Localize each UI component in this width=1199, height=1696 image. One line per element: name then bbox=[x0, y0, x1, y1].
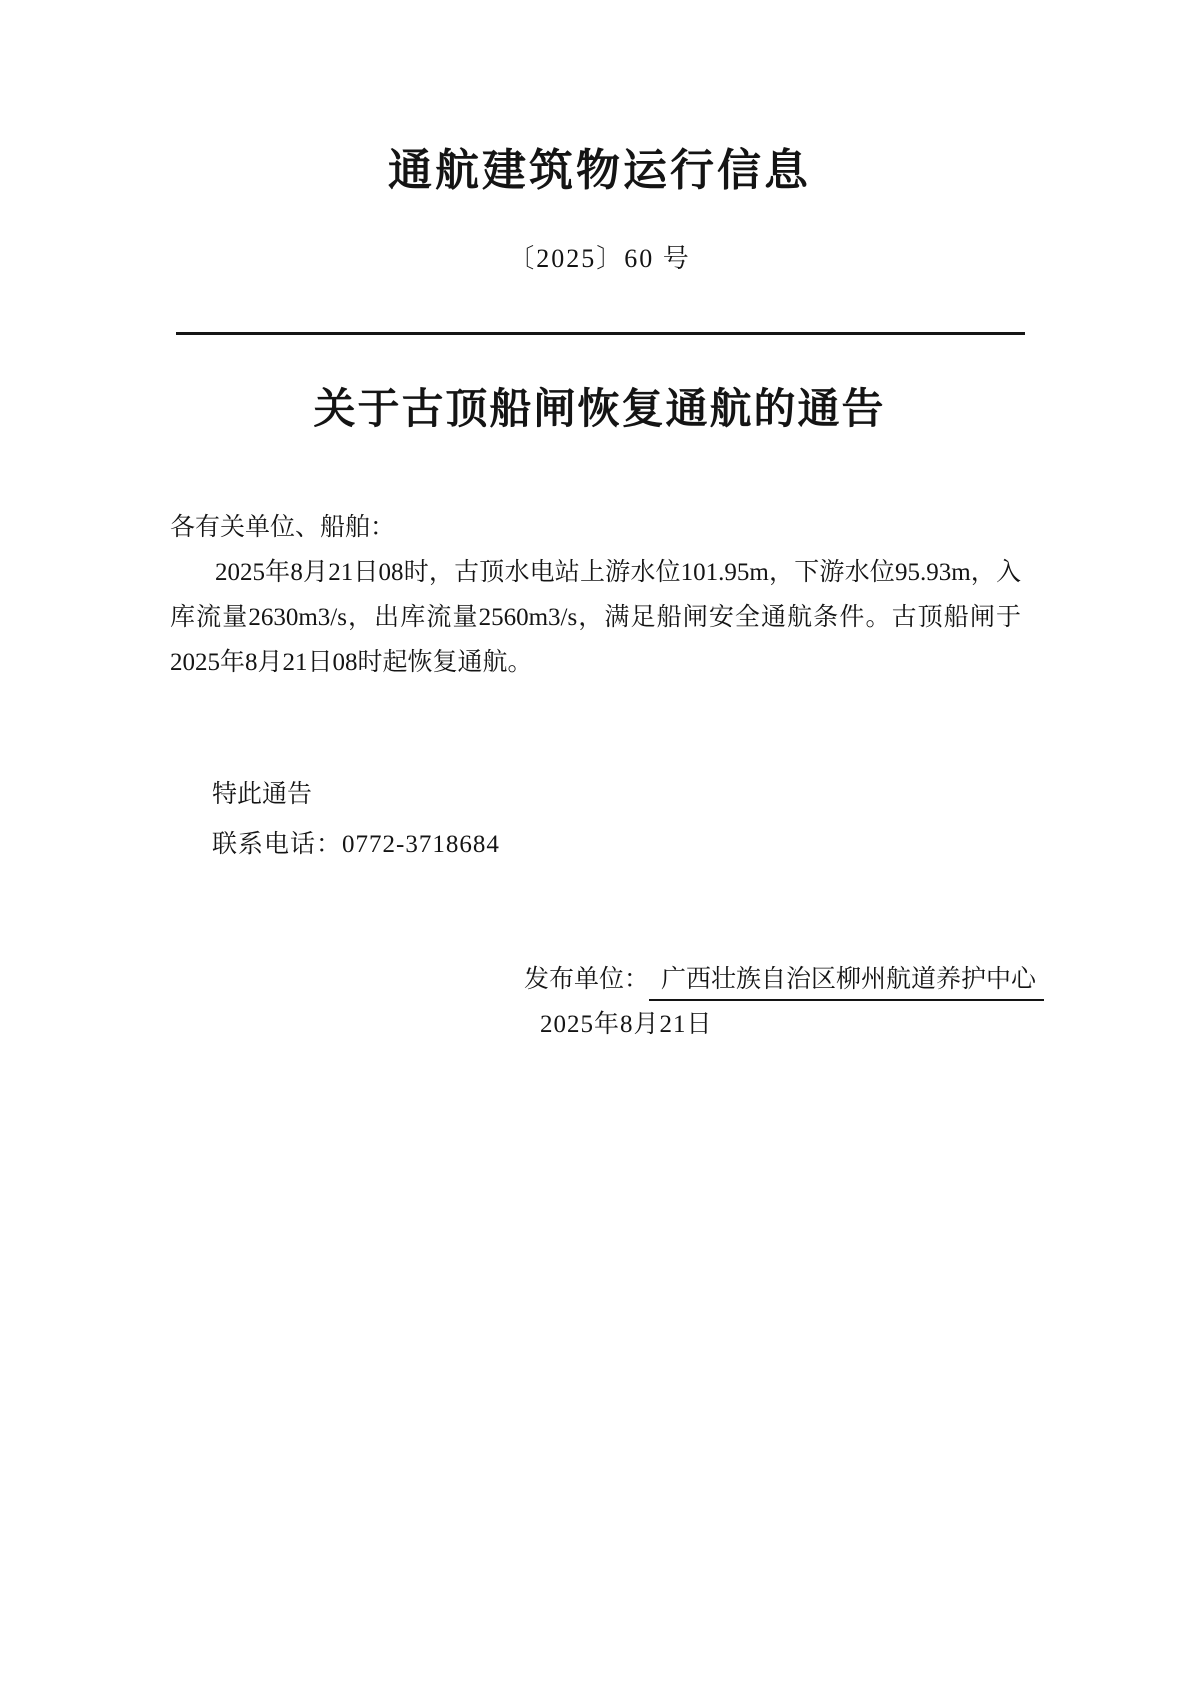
document-number: 〔2025〕60 号 bbox=[508, 244, 691, 273]
publisher-label: 发布单位： bbox=[524, 966, 650, 993]
closing-statement: 特此通告 bbox=[212, 781, 313, 808]
notice-title: 关于古顶船闸恢复通航的通告 bbox=[313, 387, 886, 433]
signature-block bbox=[0, 957, 1199, 1047]
closing-block bbox=[212, 772, 1199, 867]
document-header-title: 通航建筑物运行信息 bbox=[388, 146, 811, 195]
notice-body bbox=[170, 505, 1021, 685]
header-divider-rule bbox=[176, 332, 1025, 335]
body-paragraph: 2025年8月21日08时，古顶水电站上游水位101.95m，下游水位95.93m，入库流量2630m3/s，出库流量2560m3/s，满足船闸安全通航条件。古顶船闸于2025年8月21日08时起恢复通航。 bbox=[170, 559, 1021, 676]
contact-phone-line: 联系电话：0772-3718684 bbox=[212, 831, 500, 858]
publisher-name: 广西壮族自治区柳州航道养护中心 bbox=[649, 962, 1044, 1001]
publisher-line bbox=[0, 957, 1199, 1002]
salutation-line: 各有关单位、船舶： bbox=[170, 514, 396, 541]
publish-date: 2025年8月21日 bbox=[540, 1011, 713, 1038]
